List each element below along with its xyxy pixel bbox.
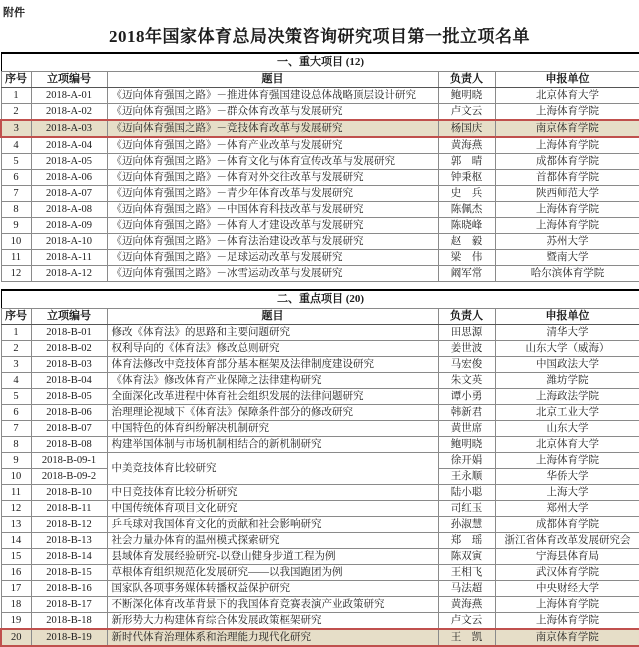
cell-org: 暨南大学 [495,250,639,266]
cell-title: 《迈向体育强国之路》－足球运动改革与发展研究 [107,250,438,266]
cell-code: 2018-B-06 [31,405,107,421]
cell-title: 新形势大力构建体育综合体发展政策框架研究 [107,613,438,630]
table-row [1,373,639,389]
column-header-no: 序号 [1,72,31,88]
table-row [1,581,639,597]
key-projects-table [0,289,639,647]
cell-title: 《迈向体育强国之路》－中国体育科技改革与发展研究 [107,202,438,218]
cell-code: 2018-A-01 [31,88,107,104]
table-row [1,250,639,266]
cell-code: 2018-A-12 [31,266,107,282]
table-row [1,186,639,202]
table-row [1,437,639,453]
cell-no: 18 [1,597,31,613]
cell-code: 2018-A-10 [31,234,107,250]
table-row [1,202,639,218]
cell-no: 9 [1,453,31,469]
cell-org: 中央财经大学 [495,581,639,597]
cell-title: 草根体育组织规范化发展研究——以我国跑团为例 [107,565,438,581]
cell-code: 2018-A-07 [31,186,107,202]
cell-no: 20 [1,629,31,646]
cell-leader: 王永顺 [438,469,495,485]
cell-leader: 郑 瑶 [438,533,495,549]
cell-code: 2018-B-04 [31,373,107,389]
table-row [1,533,639,549]
cell-no: 6 [1,405,31,421]
cell-code: 2018-B-09-1 [31,453,107,469]
cell-title: 国家队各项事务媒体转播权益保护研究 [107,581,438,597]
column-header-leader: 负责人 [438,309,495,325]
cell-org: 成都体育学院 [495,517,639,533]
cell-leader: 阚军常 [438,266,495,282]
cell-code: 2018-A-03 [31,120,107,137]
cell-no: 11 [1,250,31,266]
table-row [1,234,639,250]
cell-title: 构建举国体制与市场机制相结合的新机制研究 [107,437,438,453]
table-row [1,565,639,581]
cell-no: 10 [1,469,31,485]
table-row [1,613,639,630]
cell-code: 2018-B-15 [31,565,107,581]
cell-no: 7 [1,186,31,202]
cell-no: 3 [1,357,31,373]
table-row [1,266,639,282]
cell-no: 17 [1,581,31,597]
cell-code: 2018-A-09 [31,218,107,234]
cell-leader: 陈佩杰 [438,202,495,218]
cell-no: 3 [1,120,31,137]
cell-leader: 陆小聪 [438,485,495,501]
cell-no: 11 [1,485,31,501]
cell-org: 上海体育学院 [495,218,639,234]
cell-leader: 鲍明晓 [438,437,495,453]
cell-leader: 马法超 [438,581,495,597]
table-header-row [1,72,639,88]
cell-code: 2018-A-05 [31,154,107,170]
cell-title: 《迈向体育强国之路》－青少年体育改革与发展研究 [107,186,438,202]
cell-org: 上海体育学院 [495,597,639,613]
cell-code: 2018-A-02 [31,104,107,121]
cell-leader: 谭小勇 [438,389,495,405]
table-row [1,453,639,469]
cell-no: 9 [1,218,31,234]
column-header-no: 序号 [1,309,31,325]
cell-org: 北京体育大学 [495,437,639,453]
cell-title: 《迈向体育强国之路》－体育人才建设改革与发展研究 [107,218,438,234]
cell-org: 上海体育学院 [495,613,639,630]
cell-org: 中国政法大学 [495,357,639,373]
column-header-org: 申报单位 [495,309,639,325]
section-heading-major [1,53,639,72]
cell-org: 哈尔滨体育学院 [495,266,639,282]
cell-no: 1 [1,325,31,341]
cell-code: 2018-B-10 [31,485,107,501]
cell-org: 潍坊学院 [495,373,639,389]
cell-no: 12 [1,501,31,517]
cell-title: 中日竞技体育比较分析研究 [107,485,438,501]
cell-leader: 钟秉枢 [438,170,495,186]
cell-org: 山东大学 [495,421,639,437]
column-header-title: 题目 [107,72,438,88]
cell-title: 《迈向体育强国之路》－群众体育改革与发展研究 [107,104,438,121]
cell-title: 县域体育发展经验研究-以登山健身步道工程为例 [107,549,438,565]
cell-no: 8 [1,437,31,453]
cell-no: 4 [1,137,31,154]
table-row [1,549,639,565]
cell-title: 全面深化改革进程中体育社会组织发展的法律问题研究 [107,389,438,405]
cell-no: 5 [1,389,31,405]
cell-title: 修改《体育法》的思路和主要问题研究 [107,325,438,341]
cell-no: 2 [1,341,31,357]
table-row [1,170,639,186]
cell-code: 2018-A-06 [31,170,107,186]
cell-leader: 陈双寅 [438,549,495,565]
cell-org: 浙江省体育改革发展研究会 [495,533,639,549]
cell-leader: 陈晓峰 [438,218,495,234]
table-row [1,517,639,533]
cell-leader: 杨国庆 [438,120,495,137]
cell-title: 《迈向体育强国之路》－冰雪运动改革与发展研究 [107,266,438,282]
table-row [1,341,639,357]
cell-code: 2018-B-19 [31,629,107,646]
cell-leader: 史 兵 [438,186,495,202]
cell-org: 南京体育学院 [495,120,639,137]
cell-no: 13 [1,517,31,533]
cell-org: 南京体育学院 [495,629,639,646]
table-row [1,485,639,501]
cell-org: 上海体育学院 [495,453,639,469]
section-heading-text: 一、重大项目 (12) [1,53,639,72]
cell-org: 上海体育学院 [495,137,639,154]
table-row [1,597,639,613]
column-header-org: 申报单位 [495,72,639,88]
table-row-highlighted [1,120,639,137]
cell-title: 治理理论视域下《体育法》保障条件部分的修改研究 [107,405,438,421]
cell-no: 8 [1,202,31,218]
cell-title: 《迈向体育强国之路》－体育对外交往改革与发展研究 [107,170,438,186]
cell-code: 2018-B-17 [31,597,107,613]
cell-org: 武汉体育学院 [495,565,639,581]
cell-title: 社会力量办体育的温州模式探索研究 [107,533,438,549]
cell-title: 《迈向体育强国之路》－体育产业改革与发展研究 [107,137,438,154]
cell-org: 上海政法学院 [495,389,639,405]
cell-code: 2018-B-02 [31,341,107,357]
cell-org: 成都体育学院 [495,154,639,170]
cell-title: 中国特色的体育纠纷解决机制研究 [107,421,438,437]
cell-leader: 王 凯 [438,629,495,646]
cell-org: 宁海县体育局 [495,549,639,565]
cell-leader: 姜世波 [438,341,495,357]
cell-leader: 王相飞 [438,565,495,581]
page-title: 2018年国家体育总局决策咨询研究项目第一批立项名单 [109,27,530,46]
table-row [1,421,639,437]
column-header-code: 立项编号 [31,309,107,325]
cell-org: 郑州大学 [495,501,639,517]
cell-title: 《迈向体育强国之路》－体育文化与体育宣传改革与发展研究 [107,154,438,170]
cell-leader: 马宏俊 [438,357,495,373]
cell-title: 中国传统体育项目文化研究 [107,501,438,517]
cell-title: 新时代体育治理体系和治理能力现代化研究 [107,629,438,646]
cell-code: 2018-B-09-2 [31,469,107,485]
cell-no: 16 [1,565,31,581]
cell-code: 2018-B-07 [31,421,107,437]
cell-org: 北京体育大学 [495,88,639,104]
cell-code: 2018-B-03 [31,357,107,373]
table-row [1,88,639,104]
cell-code: 2018-B-05 [31,389,107,405]
cell-code: 2018-B-16 [31,581,107,597]
column-header-leader: 负责人 [438,72,495,88]
table-row [1,154,639,170]
cell-leader: 赵 毅 [438,234,495,250]
cell-no: 5 [1,154,31,170]
cell-no: 15 [1,549,31,565]
section-heading-key [1,290,639,309]
cell-leader: 梁 伟 [438,250,495,266]
cell-leader: 韩新君 [438,405,495,421]
cell-title: 不断深化体育改革背景下的我国体育竞赛表演产业政策研究 [107,597,438,613]
cell-org: 华侨大学 [495,469,639,485]
table-row [1,405,639,421]
table-row-highlighted [1,629,639,646]
cell-no: 6 [1,170,31,186]
cell-leader: 黄海燕 [438,597,495,613]
table-header-row [1,309,639,325]
table-row [1,389,639,405]
table-row [1,357,639,373]
cell-org: 上海体育学院 [495,202,639,218]
cell-org: 清华大学 [495,325,639,341]
cell-org: 苏州大学 [495,234,639,250]
cell-org: 北京工业大学 [495,405,639,421]
cell-leader: 司红玉 [438,501,495,517]
cell-code: 2018-B-14 [31,549,107,565]
table-row [1,325,639,341]
cell-code: 2018-A-04 [31,137,107,154]
cell-title: 《迈向体育强国之路》－体育法治建设改革与发展研究 [107,234,438,250]
cell-title: 《迈向体育强国之路》－竞技体育改革与发展研究 [107,120,438,137]
column-header-title: 题目 [107,309,438,325]
table-row [1,137,639,154]
table-row [1,104,639,121]
cell-title: 《迈向体育强国之路》－推进体育强国建设总体战略顶层设计研究 [107,88,438,104]
cell-leader: 徐开娟 [438,453,495,469]
cell-org: 上海大学 [495,485,639,501]
cell-leader: 朱文英 [438,373,495,389]
attachment-label: 附件 [3,7,25,19]
cell-title: 乒乓球对我国体育文化的贡献和社会影响研究 [107,517,438,533]
cell-no: 14 [1,533,31,549]
cell-title: 《体育法》修改体育产业保障之法律建构研究 [107,373,438,389]
cell-code: 2018-B-08 [31,437,107,453]
cell-leader: 鲍明晓 [438,88,495,104]
cell-title: 中美竞技体育比较研究 [107,453,438,485]
cell-no: 2 [1,104,31,121]
cell-leader: 孙淑慧 [438,517,495,533]
cell-no: 7 [1,421,31,437]
cell-code: 2018-B-18 [31,613,107,630]
cell-code: 2018-B-12 [31,517,107,533]
cell-org: 上海体育学院 [495,104,639,121]
cell-no: 10 [1,234,31,250]
cell-leader: 卢文云 [438,613,495,630]
cell-title: 权利导向的《体育法》修改总则研究 [107,341,438,357]
cell-leader: 郭 晴 [438,154,495,170]
table-row [1,218,639,234]
cell-code: 2018-A-08 [31,202,107,218]
cell-no: 19 [1,613,31,630]
cell-code: 2018-A-11 [31,250,107,266]
major-projects-table [0,52,639,282]
cell-org: 山东大学（威海） [495,341,639,357]
cell-leader: 黄海燕 [438,137,495,154]
cell-org: 首都体育学院 [495,170,639,186]
cell-title: 体育法修改中竞技体育部分基本框架及法律制度建设研究 [107,357,438,373]
column-header-code: 立项编号 [31,72,107,88]
cell-leader: 卢文云 [438,104,495,121]
section-heading-text: 二、重点项目 (20) [1,290,639,309]
cell-code: 2018-B-13 [31,533,107,549]
cell-code: 2018-B-01 [31,325,107,341]
table-row [1,501,639,517]
cell-no: 4 [1,373,31,389]
cell-no: 1 [1,88,31,104]
cell-code: 2018-B-11 [31,501,107,517]
cell-leader: 田思源 [438,325,495,341]
cell-leader: 黄世席 [438,421,495,437]
cell-org: 陕西师范大学 [495,186,639,202]
cell-no: 12 [1,266,31,282]
